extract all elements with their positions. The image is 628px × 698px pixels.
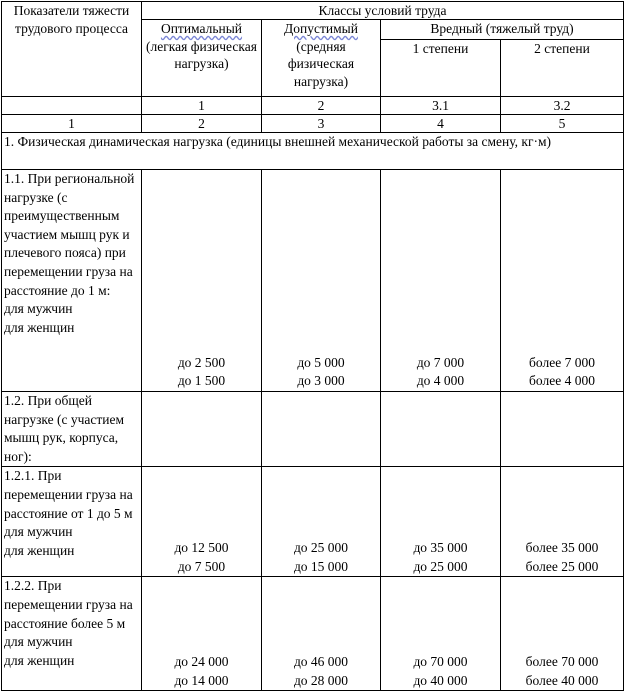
row-label-text: 1.2.1. При перемещении груза на расстояние от 1 до 5 м [4, 468, 133, 521]
women-value: до 25 000 [413, 558, 468, 574]
class-number-row [2, 97, 624, 115]
women-label: для женщин [4, 652, 75, 668]
row-label-text: 1.1. При региональной нагрузке (с преимущественным участием мышц рук и плечевого пояса) при перемещении груза на расстояние до 1 м: [4, 171, 135, 298]
men-value: до 46 000 [293, 654, 349, 670]
women-value: более 4 000 [529, 373, 595, 389]
women-value: до 40 000 [413, 672, 468, 688]
women-value: более 25 000 [525, 558, 599, 574]
row-label-text: 1.2. При общей нагрузке (с участием мышц рук, корпуса, ног): [4, 393, 125, 464]
women-value: до 15 000 [293, 558, 349, 574]
women-value: до 4 000 [416, 373, 465, 389]
harmful-deg1-header: 1 степени [381, 40, 501, 97]
column-number-row [2, 115, 624, 133]
column-number: 3 [262, 115, 381, 133]
men-label: для мужчин [4, 301, 73, 317]
row-label [2, 577, 142, 691]
men-value: до 5 000 [297, 354, 345, 370]
women-value: до 3 000 [297, 373, 345, 389]
section-row [2, 133, 624, 170]
indicators-header: Показатели тяжести трудового процесса [2, 2, 142, 97]
men-value: до 70 000 [413, 654, 468, 670]
women-label: для женщин [4, 319, 75, 335]
column-number: 4 [381, 115, 501, 133]
row-label [2, 170, 142, 392]
optimal-desc: (легкая физическая нагрузка) [146, 38, 257, 71]
women-value: до 28 000 [293, 672, 349, 688]
optimal-header [142, 20, 262, 97]
men-label: для мужчин [4, 524, 73, 540]
class-number-3-1: 3.1 [381, 97, 501, 115]
value-cell [262, 577, 381, 691]
value-cell-empty [142, 392, 262, 467]
women-value: более 40 000 [525, 672, 599, 688]
value-cell [501, 170, 624, 392]
column-number: 2 [142, 115, 262, 133]
men-value: до 2 500 [177, 354, 226, 370]
value-cell [381, 577, 501, 691]
value-cell [142, 577, 262, 691]
classes-header: Классы условий труда [142, 2, 624, 20]
men-value: более 70 000 [525, 654, 599, 670]
value-cell [142, 170, 262, 392]
row-label [2, 392, 142, 467]
row-label [2, 467, 142, 577]
value-cell [381, 170, 501, 392]
harmful-header: Вредный (тяжелый труд) [381, 20, 624, 40]
class-number-empty [2, 97, 142, 115]
section-title-text: 1. Физическая динамическая нагрузка (единицы внешней механической работы за смену, кг·м) [4, 134, 552, 149]
women-value: до 7 500 [177, 558, 226, 574]
value-cell-empty [501, 392, 624, 467]
value-cell [262, 467, 381, 577]
men-value: до 25 000 [293, 540, 349, 556]
working-conditions-table [1, 1, 624, 691]
men-value: до 24 000 [174, 654, 229, 670]
row-label-text: 1.2.2. При перемещении груза на расстояние более 5 м [4, 578, 133, 631]
value-cell [262, 170, 381, 392]
women-value: до 1 500 [177, 373, 226, 389]
allowed-name: Допустимый [284, 21, 358, 36]
allowed-header [262, 20, 381, 97]
value-cell [142, 467, 262, 577]
men-value: до 12 500 [174, 540, 229, 556]
women-value: до 14 000 [174, 672, 229, 688]
table-row-1-1 [2, 170, 624, 392]
women-label: для женщин [4, 542, 75, 558]
optimal-name: Оптимальный [160, 21, 243, 36]
table-row-1-2-2 [2, 577, 624, 691]
men-value: более 35 000 [525, 540, 599, 556]
men-value: до 35 000 [413, 540, 468, 556]
value-cell [381, 467, 501, 577]
value-cell-empty [381, 392, 501, 467]
header-row-1 [2, 2, 624, 20]
table-row-1-2 [2, 392, 624, 467]
table-row-1-2-1 [2, 467, 624, 577]
value-cell [501, 467, 624, 577]
class-number-3-2: 3.2 [501, 97, 624, 115]
value-cell [501, 577, 624, 691]
harmful-deg2-header: 2 степени [501, 40, 624, 97]
section-title [2, 133, 624, 170]
class-number-1: 1 [142, 97, 262, 115]
column-number: 1 [2, 115, 142, 133]
column-number: 5 [501, 115, 624, 133]
value-cell-empty [262, 392, 381, 467]
men-value: более 7 000 [529, 354, 595, 370]
class-number-2: 2 [262, 97, 381, 115]
men-label: для мужчин [4, 634, 73, 650]
allowed-desc: (средняя физическая нагрузка) [287, 38, 355, 89]
men-value: до 7 000 [416, 354, 465, 370]
